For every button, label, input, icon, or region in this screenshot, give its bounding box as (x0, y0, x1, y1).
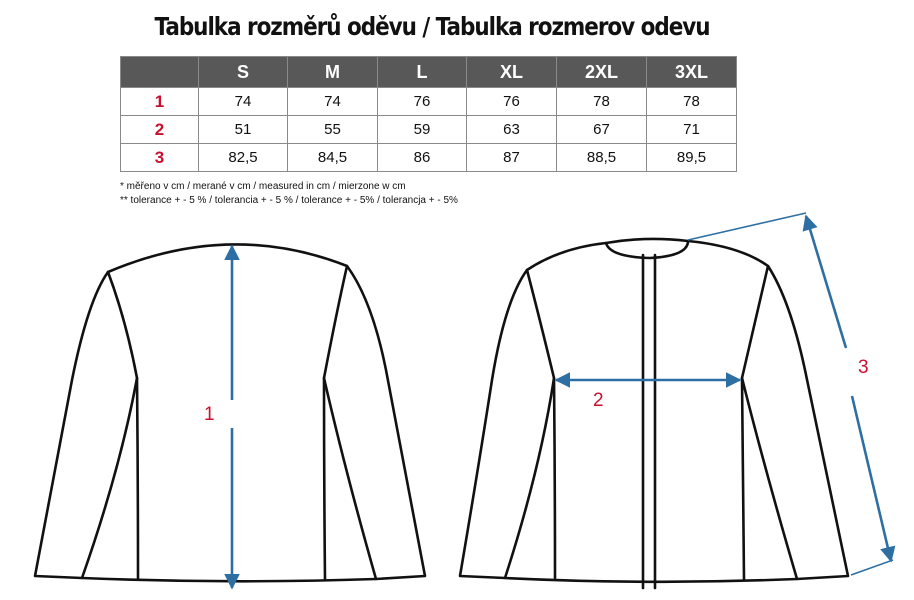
header-size-l: L (378, 57, 467, 88)
table-cell: 86 (378, 144, 467, 172)
table-cell: 78 (647, 88, 737, 116)
table-cell: 59 (378, 116, 467, 144)
table-cell: 82,5 (199, 144, 288, 172)
back-right-sleeve-outline (324, 266, 425, 579)
note-measured-in-cm: * měřeno v cm / merané v cm / measured in cm / mierzone w cm (120, 181, 406, 192)
header-size-2xl: 2XL (557, 57, 647, 88)
front-left-shoulder (527, 243, 606, 270)
header-size-s: S (199, 57, 288, 88)
table-cell: 76 (467, 88, 557, 116)
measurement-label-sleeve: 3 (858, 357, 869, 378)
table-cell: 71 (647, 116, 737, 144)
front-hem (505, 578, 797, 582)
header-size-xl: XL (467, 57, 557, 88)
table-cell: 63 (467, 116, 557, 144)
table-cell: 87 (467, 144, 557, 172)
front-right-shoulder (688, 241, 768, 266)
back-shoulder-outline (108, 244, 347, 272)
front-body-right-side (742, 378, 744, 580)
page-title: Tabulka rozměrů oděvu / Tabulka rozmerov odevu (154, 12, 710, 41)
table-cell: 51 (199, 116, 288, 144)
table-cell: 76 (378, 88, 467, 116)
back-body-right-side (324, 378, 325, 580)
sleeve-helper-line-top (688, 213, 806, 240)
row-label: 1 (121, 88, 199, 116)
garment-back-view (35, 244, 425, 581)
front-zipper-placket (643, 255, 655, 588)
front-collar-outline (606, 239, 688, 258)
table-cell: 84,5 (288, 144, 378, 172)
table-cell: 88,5 (557, 144, 647, 172)
measurement-arrows (232, 213, 893, 588)
garment-front-view (460, 239, 848, 588)
front-body-left-side (554, 378, 555, 578)
sleeve-arrow-top (806, 216, 846, 348)
table-cell: 74 (288, 88, 378, 116)
header-size-3xl: 3XL (647, 57, 737, 88)
measurement-label-chest: 2 (593, 390, 604, 411)
sleeve-arrow-bottom (852, 396, 891, 561)
table-cell: 74 (199, 88, 288, 116)
front-left-sleeve-outline (460, 270, 554, 578)
sleeve-helper-line-bottom (851, 560, 893, 575)
front-right-sleeve-outline (742, 266, 848, 579)
table-cell: 55 (288, 116, 378, 144)
header-size-m: M (288, 57, 378, 88)
back-left-sleeve-outline (35, 272, 137, 578)
row-label: 3 (121, 144, 199, 172)
row-label: 2 (121, 116, 199, 144)
note-tolerance: ** tolerance + - 5 % / tolerancia + - 5 % / tolerance + - 5% / tolerancja + - 5% (120, 195, 458, 206)
back-body-left-side (137, 378, 138, 578)
table-cell: 89,5 (647, 144, 737, 172)
table-cell: 78 (557, 88, 647, 116)
table-cell: 67 (557, 116, 647, 144)
measurement-label-length: 1 (204, 404, 215, 425)
back-hem (82, 578, 376, 581)
